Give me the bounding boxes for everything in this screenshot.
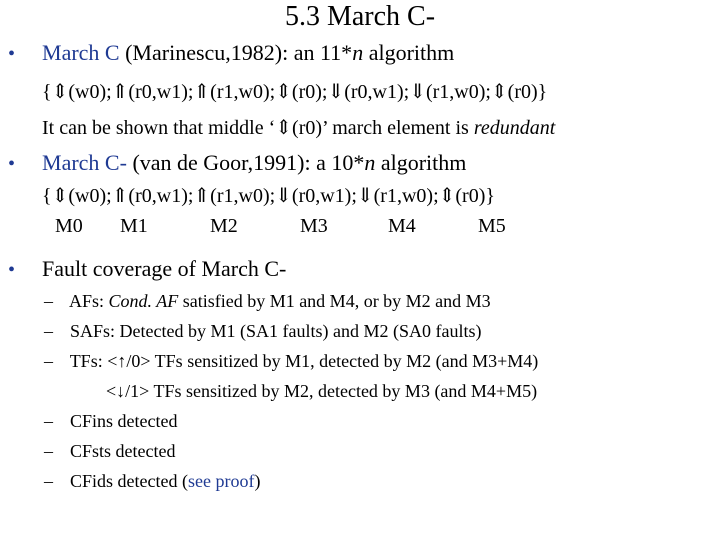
note-redundant: redundant [473,117,556,139]
march-element-label: M2 [210,215,238,237]
note-mid: ⇕(r0)’ march element is [275,117,474,139]
dash-icon: – [44,471,53,491]
bullet-dot-icon: • [8,43,16,65]
dash-icon: – [44,411,53,431]
coverage-item-safs: – SAFs: Detected by M1 (SA1 faults) and M2 (SA0 faults) [44,321,482,341]
bullet-dot-icon: • [8,153,16,175]
dash-icon: – [44,351,53,371]
coverage-item-cfsts: – CFsts detected [44,441,176,461]
bullet-1-n: n [352,40,364,65]
bullet-2-n: n [364,150,376,175]
bullet-dot-icon: • [8,259,16,281]
redundant-note [42,116,555,140]
coverage-item-tfs-2: <↓/1> TFs sensitized by M2, detected by M3 (and M4+M5) [106,381,538,401]
bullet-2-tail: algorithm [375,150,467,175]
dash-icon: – [44,441,53,461]
march-element-label: M4 [388,215,416,237]
march-c-minus-formula: {⇕(w0);⇑(r0,w1);⇑(r1,w0);⇓(r0,w1);⇓(r1,w0);⇕(r0)} [42,185,495,207]
march-element-label: M5 [478,215,506,237]
dash-icon: – [44,321,53,341]
march-c-minus-label: March C- [42,150,127,175]
march-element-label: M3 [300,215,328,237]
coverage-item-cfins: – CFins detected [44,411,178,431]
bullet-1 [8,40,454,67]
bullet-1-text: (Marinescu,1982): an 11* [119,40,353,65]
march-element-label: M1 [120,215,148,237]
bullet-2-text: (van de Goor,1991): a 10* [126,150,365,175]
march-c-formula: {⇕(w0);⇑(r0,w1);⇑(r1,w0);⇕(r0);⇓(r0,w1);⇓(r1,w0);⇕(r0)} [42,81,548,103]
bullet-3 [8,256,286,283]
march-c-label: March C [42,40,120,65]
page-title: 5.3 March C- [284,1,436,32]
coverage-item-cfids: – CFids detected (see proof) [44,471,261,491]
coverage-item-tfs: – TFs: <↑/0> TFs sensitized by M1, detected by M2 (and M3+M4) [44,351,539,371]
fault-coverage-heading: Fault coverage of March C- [42,256,287,281]
see-proof-link[interactable]: see proof [187,471,255,491]
note-prefix: It can be shown that middle ‘ [42,117,276,139]
march-element-label: M0 [55,215,83,237]
bullet-2 [8,150,466,177]
bullet-1-tail: algorithm [363,40,455,65]
dash-icon: – [44,291,53,311]
coverage-item-afs: – AFs: Cond. AF satisfied by M1 and M4, or by M2 and M3 [44,291,491,311]
